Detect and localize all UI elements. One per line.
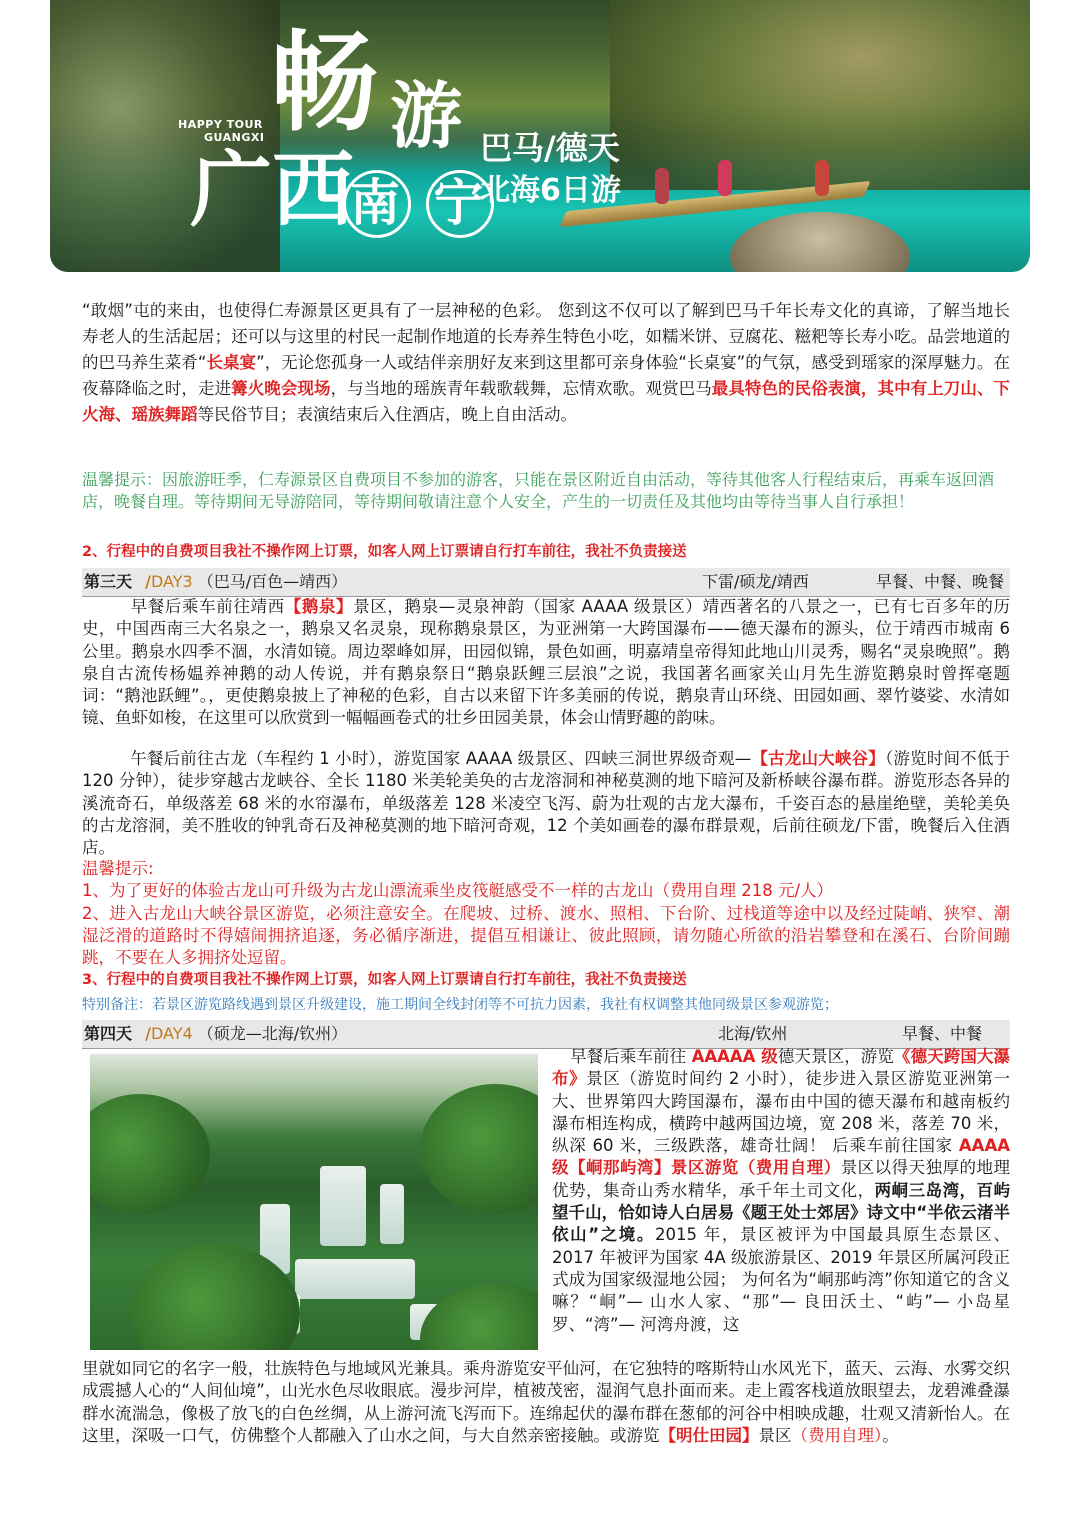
text-run: 景区，鹅泉—灵泉神韵（国家 AAAA 级景区）靖西著名的八景之一，已有七百多年的历史，中国西南三大名泉之一，鹅泉又名灵泉，现称鹅泉景区，为亚洲第一大跨国瀑布——德天瀑布的源头，位于靖西市城南 6 公里。鹅泉水四季不涸，水清如镜。周边翠峰如屏，田园似锦，景色如画，明嘉靖皇帝得知此地山川灵秀，赐名“灵泉晚照”。鹅泉自古流传杨媪养神鹅的动人传说，并有鹅泉祭日“鹅泉跃鲤三层浪”之说，我国著名画家关山月先生游览鹅泉时曾挥毫题词：“鹅池跃鲤”。，更使鹅泉披上了神秘的色彩，自古以来留下许多美丽的传说，鹅泉青山环绕、田园如画、翠竹婆娑、水清如镜、鱼虾如梭，在这里可以欣赏到一幅幅画卷式的壮乡田园美景，体会山情野趣的韵味。 bbox=[82, 597, 1011, 728]
tip-item: 2、进入古龙山大峡谷景区游览，必须注意安全。在爬坡、过桥、渡水、照相、下台阶、过栈道等途中以及经过陡峭、狭窄、潮湿泛滑的道路时不得嬉闹拥挤追逐，务必循序渐进，提倡互相谦让、彼此照顾，请勿随心所欲的沿岩攀登和在溪石、台阶间蹦跳，不要在人多拥挤处逗留。 bbox=[82, 903, 1010, 968]
highlight-bonfire: 篝火晚会现场 bbox=[231, 379, 331, 398]
day3-meals: 早餐、中餐、晚餐 bbox=[875, 572, 1004, 591]
river-rock bbox=[730, 212, 910, 272]
day4-paragraph-full bbox=[82, 1358, 1010, 1447]
day4-header bbox=[82, 1020, 1010, 1049]
highlight-equan: 【鹅泉】 bbox=[284, 597, 354, 616]
day2-green-notice: 温馨提示：因旅游旺季，仁寿源景区自费项目不参加的游客，只能在景区附近自由活动，等待其他客人行程结束后，再乘车返回酒店，晚餐自理。等待期间无导游陪同，等待期间敬请注意个人安全，产生的一切责任及其他均由等待当事人自行承担！ bbox=[82, 470, 995, 511]
day3-tips bbox=[82, 858, 1010, 969]
day2-red-notice: 2、行程中的自费项目我社不操作网上订票，如客人网上订票请自行打车前往，我社不负责接送 bbox=[82, 544, 687, 560]
day3-header bbox=[82, 568, 1010, 597]
day3-tag: DAY3 bbox=[150, 572, 193, 591]
banner-english-text bbox=[178, 118, 264, 144]
highlight-folk-show: 最具特色的民俗表演，其中有上刀山、下火海、瑶族舞蹈 bbox=[82, 379, 1011, 424]
day4-meals: 早餐、中餐 bbox=[901, 1024, 982, 1043]
text-run: 里就如同它的名字一般，壮族特色与地域风光兼具。乘舟游览安平仙河，在它独特的喀斯特山水风光下，蓝天、云海、水雾交织成震撼人心的“人间仙境”，山光水色尽收眼底。漫步河岸，植被茂密，湿润气息扑面而来。走上霞客栈道放眼望去，龙碧滩叠瀑群水流湍急，像极了放飞的白色丝绸，从上游河流飞泻而下。连绵起伏的瀑布群在葱郁的河谷中相映成趣，壮观又清新怡人。在这里，深吸一口气，仿佛整个人都融入了山水之间，与大自然亲密接触。或游览 bbox=[82, 1359, 1010, 1445]
highlight-tongna-bay: AAAA 级【峒那屿湾】景区游览（费用自理） bbox=[552, 1136, 1010, 1178]
text-run: 早餐后乘车前往靖西 bbox=[130, 597, 285, 616]
day2-description bbox=[82, 298, 1010, 428]
day4-label: 第四天 bbox=[84, 1024, 133, 1043]
day-slash: / bbox=[145, 572, 151, 591]
raft-person bbox=[718, 160, 732, 196]
tips-title: 温馨提示: bbox=[82, 859, 154, 878]
day3-label: 第三天 bbox=[84, 572, 133, 591]
text-run: 2015 年，景区被评为中国最具原生态景区、2017 年被评为国家 4A 级旅游景区、2019 年景区所属河段正式成为国家级湿地公园； 为何名为“峒那屿湾”你知道它的含义嘛？“峒”— 山水人家、“那”— 良田沃土、“屿”— 小岛星罗、“湾”— 河湾舟渡，这 bbox=[552, 1225, 1010, 1334]
text-run: ”，无论您孤身一人或结伴亲朋好友来到这里都可亲身体验“长桌宴”的气氛，感受到瑶家的深厚魅力。在夜幕降临之时，走进 bbox=[82, 353, 1010, 398]
text-run: “敢烟”屯的来由，也使得仁寿源景区更具有了一层神秘的色彩。 您到这不仅可以了解到巴马千年长寿文化的真谛，了解当地长寿老人的生活起居；还可以与这里的村民一起制作地道的长寿养生特色小吃，如糯米饼、豆腐花、糍粑等长寿小吃。品尝地道的的巴马养生菜肴“ bbox=[82, 301, 1010, 372]
day3-red-notice: 3、行程中的自费项目我社不操作网上订票，如客人网上订票请自行打车前往，我社不负责接送 bbox=[82, 972, 687, 988]
banner-subtitle-beihai: 北海6日游 bbox=[480, 173, 621, 208]
tree-cluster bbox=[90, 1094, 210, 1214]
highlight-5a: AAAAA 级 bbox=[691, 1047, 778, 1066]
highlight-poem: 两峒三岛湾，百屿望千山，恰如诗人白居易《题王处士郊居》诗文中“半依云渚半依山”之境。 bbox=[552, 1180, 1011, 1245]
banner-char-nan: 南 bbox=[343, 170, 411, 238]
text-run: 景区 bbox=[758, 1425, 792, 1445]
banner-title-chang: 畅 bbox=[270, 21, 379, 146]
text-run: 等民俗节目；表演结束后入住酒店，晚上自由活动。 bbox=[197, 405, 577, 424]
text-run: 午餐后前往古龙（车程约 1 小时），游览国家 AAAA 级景区、四峡三洞世界级奇观— bbox=[130, 749, 752, 768]
day3-route: （巴马/百色—靖西） bbox=[197, 572, 348, 591]
text-run: 景区（游览时间约 2 小时），徒步进入景区游览亚洲第一大、世界第四大跨国瀑布，瀑布由中国的德天瀑布和越南板约瀑布相连构成，横跨中越两国边境，宽 208 米，落差 70 米，纵深 60 米，三级跌落，雄奇壮阔！ 后乘车前往国家 bbox=[552, 1069, 1011, 1156]
waterfall-stream bbox=[320, 1166, 366, 1246]
banner-char-ning: 宁 bbox=[426, 170, 494, 238]
text-run: 。 bbox=[882, 1425, 899, 1445]
highlight-self-pay: （费用自理） bbox=[791, 1425, 883, 1445]
tree-cluster bbox=[420, 1284, 538, 1350]
raft-person bbox=[655, 168, 669, 204]
text-run: ，与当地的瑶族青年载歌载舞，忘情欢歌。观赏巴马 bbox=[330, 379, 712, 398]
text-run: （游览时间不低于 120 分钟），徒步穿越古龙峡谷、全长 1180 米美轮美奂的古龙溶洞和神秘莫测的地下暗河及新桥峡谷瀑布群。游览形态各异的溪流奇石，单级落差 68 米的水帘瀑布，单级落差 128 米凌空飞泻、蔚为壮观的古龙大瀑布，千姿百态的悬崖绝壁，美轮美奂的古龙溶洞，美不胜收的钟乳奇石及神秘莫测的地下暗河奇观，12 个美如画卷的瀑布群景观，后前往硕龙/下雷，晚餐后入住酒店。 bbox=[82, 749, 1011, 858]
highlight-detian-waterfall: 《德天跨国大瀑布》 bbox=[552, 1047, 1011, 1089]
day4-hotel: 北海/钦州 bbox=[718, 1024, 788, 1043]
highlight-mingshi: 【明仕田园】 bbox=[659, 1425, 759, 1445]
day3-hotel: 下雷/硕龙/靖西 bbox=[702, 572, 809, 591]
day3-paragraph-2 bbox=[82, 748, 1010, 859]
special-remark: 特别备注：若景区游览路线遇到景区升级建设，施工期间全线封闭等不可抗力因素，我社有权调整其他同级景区参观游览； bbox=[82, 997, 838, 1013]
tip-item: 1、为了更好的体验古龙山可升级为古龙山漂流乘坐皮筏艇感受不一样的古龙山（费用自理 218 元/人） bbox=[82, 881, 834, 901]
highlight-gulong-canyon: 【古龙山大峡谷】 bbox=[751, 749, 885, 768]
day3-paragraph-1 bbox=[82, 596, 1010, 730]
waterfall-stream bbox=[295, 1259, 415, 1299]
text-run: 德天景区，游览 bbox=[777, 1047, 894, 1066]
waterfall-stream bbox=[380, 1184, 404, 1244]
day-slash: / bbox=[145, 1024, 151, 1043]
day4-tag: DAY4 bbox=[150, 1024, 193, 1043]
text-run: 早餐后乘车前往 bbox=[570, 1047, 692, 1066]
detian-waterfall-photo bbox=[90, 1054, 538, 1350]
banner-title-nanning bbox=[343, 170, 488, 238]
text-run: 景区以得天独厚的地理优势，集奇山秀水精华，承千年土司文化， bbox=[552, 1158, 1011, 1200]
header-banner bbox=[50, 0, 1030, 272]
banner-title-you: 游 bbox=[390, 74, 463, 158]
banner-subtitle-bama: 巴马/德天 bbox=[480, 129, 620, 167]
tree-cluster bbox=[420, 1084, 538, 1214]
happy-tour-text: HAPPY TOUR bbox=[178, 118, 263, 131]
banner-title-guangxi: 广西 bbox=[190, 143, 355, 238]
day4-paragraph-right bbox=[552, 1046, 1010, 1336]
guangxi-english-text: GUANGXI bbox=[204, 131, 265, 144]
day4-route: （硕龙—北海/钦州） bbox=[197, 1024, 348, 1043]
raft-person bbox=[815, 160, 829, 196]
highlight-long-table: 长桌宴 bbox=[206, 353, 257, 372]
